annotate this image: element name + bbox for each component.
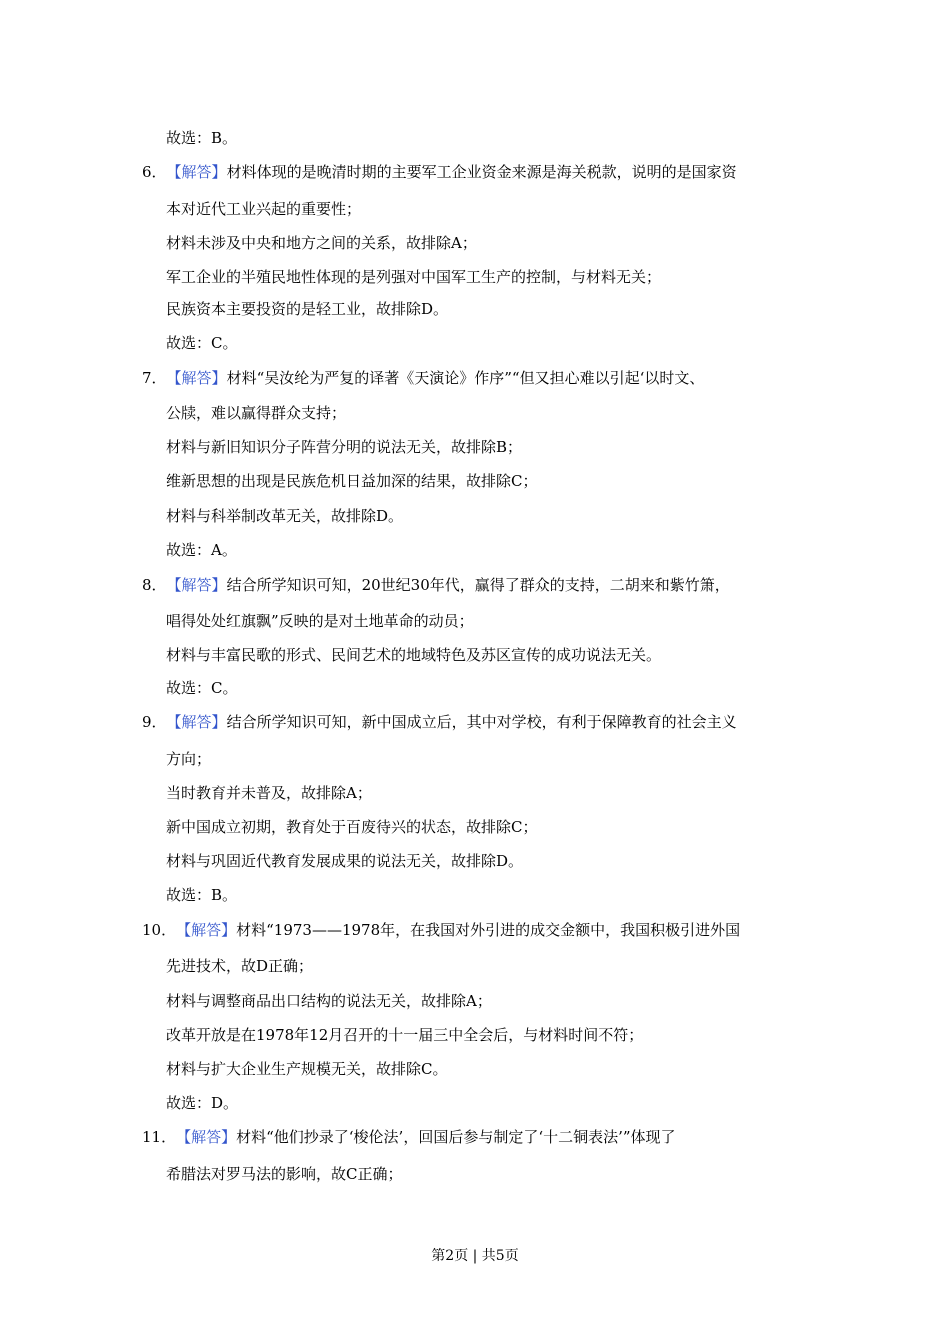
text-line: 材料与调整商品出口结构的说法无关，故排除A； bbox=[166, 992, 492, 1010]
question-9 bbox=[142, 712, 737, 732]
text-line: 唱得处处红旗飘”反映的是对土地革命的动员； bbox=[166, 612, 474, 630]
question-7 bbox=[142, 368, 704, 388]
text-line: 先进技术，故D正确； bbox=[166, 957, 314, 975]
text-line: 材料与科举制改革无关，故排除D。 bbox=[166, 507, 404, 525]
answer-line: 故选：C。 bbox=[166, 334, 238, 352]
answer-tag: 【解答】 bbox=[166, 163, 227, 181]
answer-line: 故选：D。 bbox=[166, 1094, 239, 1112]
text-line: 改革开放是在1978年12月召开的十一届三中全会后，与材料时间不符； bbox=[166, 1026, 644, 1044]
text-line: 本对近代工业兴起的重要性； bbox=[166, 200, 362, 218]
question-number: 7． bbox=[142, 369, 167, 387]
text-line: 方向； bbox=[166, 750, 212, 768]
text-line: 材料未涉及中央和地方之间的关系，故排除A； bbox=[166, 234, 477, 252]
question-8 bbox=[142, 575, 730, 595]
question-number: 10． bbox=[142, 921, 177, 939]
answer-line: 故选：A。 bbox=[166, 541, 237, 559]
question-number: 11． bbox=[142, 1128, 177, 1146]
text-line: 材料与新旧知识分子阵营分明的说法无关，故排除B； bbox=[166, 438, 523, 456]
text-line: 公牍，难以赢得群众支持； bbox=[166, 404, 347, 422]
question-10 bbox=[142, 920, 740, 940]
page-footer: 第2页 | 共5页 bbox=[431, 1248, 519, 1264]
answer-tag: 【解答】 bbox=[176, 921, 237, 939]
question-number: 9． bbox=[142, 713, 167, 731]
question-number: 6． bbox=[142, 163, 167, 181]
text-line: 维新思想的出现是民族危机日益加深的结果，故排除C； bbox=[166, 472, 538, 490]
text-line: 材料与扩大企业生产规模无关，故排除C。 bbox=[166, 1060, 448, 1078]
answer-line: 故选：C。 bbox=[166, 679, 238, 697]
question-text: 材料“1973——1978年，在我国对外引进的成交金额中，我国积极引进外国 bbox=[236, 921, 741, 939]
answer-tag: 【解答】 bbox=[166, 369, 227, 387]
text-line: 新中国成立初期，教育处于百废待兴的状态，故排除C； bbox=[166, 818, 538, 836]
answer-tag: 【解答】 bbox=[176, 1128, 237, 1146]
text-line: 希腊法对罗马法的影响，故C正确； bbox=[166, 1165, 403, 1183]
text-line: 当时教育并未普及，故排除A； bbox=[166, 784, 372, 802]
question-text: 材料体现的是晚清时期的主要军工企业资金来源是海关税款，说明的是国家资 bbox=[226, 163, 737, 181]
answer-line: 故选：B。 bbox=[166, 129, 238, 147]
question-number: 8． bbox=[142, 576, 167, 594]
question-text: 结合所学知识可知，20世纪30年代，赢得了群众的支持，二胡来和紫竹箫， bbox=[226, 576, 730, 594]
question-11 bbox=[142, 1127, 676, 1147]
answer-line: 故选：B。 bbox=[166, 886, 238, 904]
question-text: 结合所学知识可知，新中国成立后，其中对学校，有利于保障教育的社会主义 bbox=[226, 713, 737, 731]
text-line: 军工企业的半殖民地性体现的是列强对中国军工生产的控制，与材料无关； bbox=[166, 268, 662, 286]
text-line: 民族资本主要投资的是轻工业，故排除D。 bbox=[166, 300, 449, 318]
answer-tag: 【解答】 bbox=[166, 713, 227, 731]
answer-tag: 【解答】 bbox=[166, 576, 227, 594]
question-text: 材料“他们抄录了‘梭伦法’，回国后参与制定了‘十二铜表法’”体现了 bbox=[236, 1128, 676, 1146]
question-6 bbox=[142, 162, 737, 182]
text-line: 材料与巩固近代教育发展成果的说法无关，故排除D。 bbox=[166, 852, 524, 870]
question-text: 材料“吴汝纶为严复的译著《天演论》作序”“但又担心难以引起‘以时文、 bbox=[226, 369, 705, 387]
text-line: 材料与丰富民歌的形式、民间艺术的地域特色及苏区宣传的成功说法无关。 bbox=[166, 646, 662, 664]
